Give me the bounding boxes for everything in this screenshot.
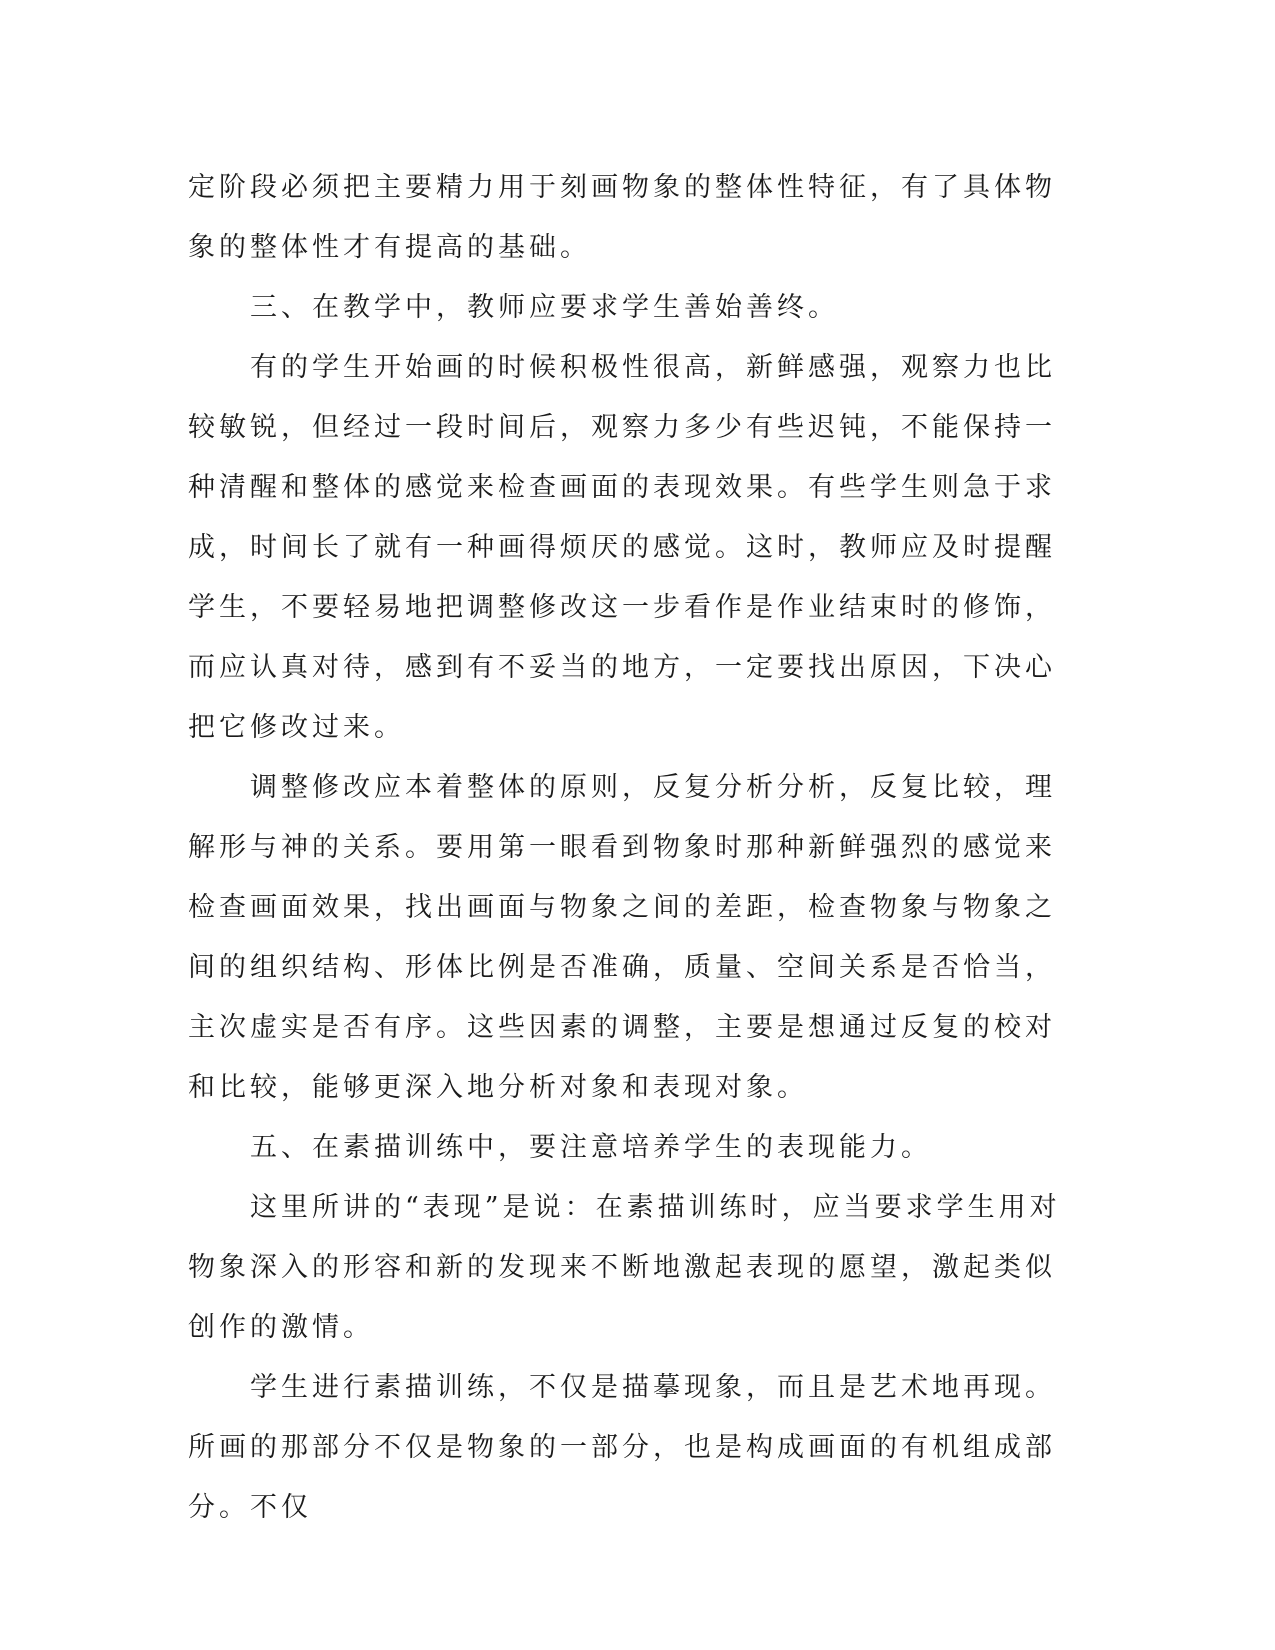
section-heading-three: 三、在教学中，教师应要求学生善始善终。 xyxy=(250,292,839,323)
document-body xyxy=(188,158,1068,1538)
section-heading-five: 五、在素描训练中，要注意培养学生的表现能力。 xyxy=(250,1132,932,1163)
paragraph-student-enthusiasm: 有的学生开始画的时候积极性很高，新鲜感强，观察力也比较敏锐，但经过一段时间后，观察力多少有些迟钝，不能保持一种清醒和整体的感觉来检查画面的表现效果。有些学生则急于求成，时间长了就有一种画得烦厌的感觉。这时，教师应及时提醒学生，不要轻易地把调整修改这一步看作是作业结束时的修饰，而应认真对待，感到有不妥当的地方，一定要找出原因，下决心把它修改过来。 xyxy=(188,352,1056,743)
paragraph-continuation: 定阶段必须把主要精力用于刻画物象的整体性特征，有了具体物象的整体性才有提高的基础。 xyxy=(188,172,1056,263)
paragraph-expression-definition: 这里所讲的“表现”是说：在素描训练时，应当要求学生用对物象深入的形容和新的发现来不断地激起表现的愿望，激起类似创作的激情。 xyxy=(188,1192,1061,1343)
paragraph-adjustment-principle: 调整修改应本着整体的原则，反复分析分析，反复比较，理解形与神的关系。要用第一眼看到物象时那种新鲜强烈的感觉来检查画面效果，找出画面与物象之间的差距，检查物象与物象之间的组织结构、形体比例是否准确，质量、空间关系是否恰当，主次虚实是否有序。这些因素的调整，主要是想通过反复的校对和比较，能够更深入地分析对象和表现对象。 xyxy=(188,772,1056,1103)
paragraph-sketch-training: 学生进行素描训练，不仅是描摹现象，而且是艺术地再现。所画的那部分不仅是物象的一部分，也是构成画面的有机组成部分。不仅 xyxy=(188,1372,1056,1523)
